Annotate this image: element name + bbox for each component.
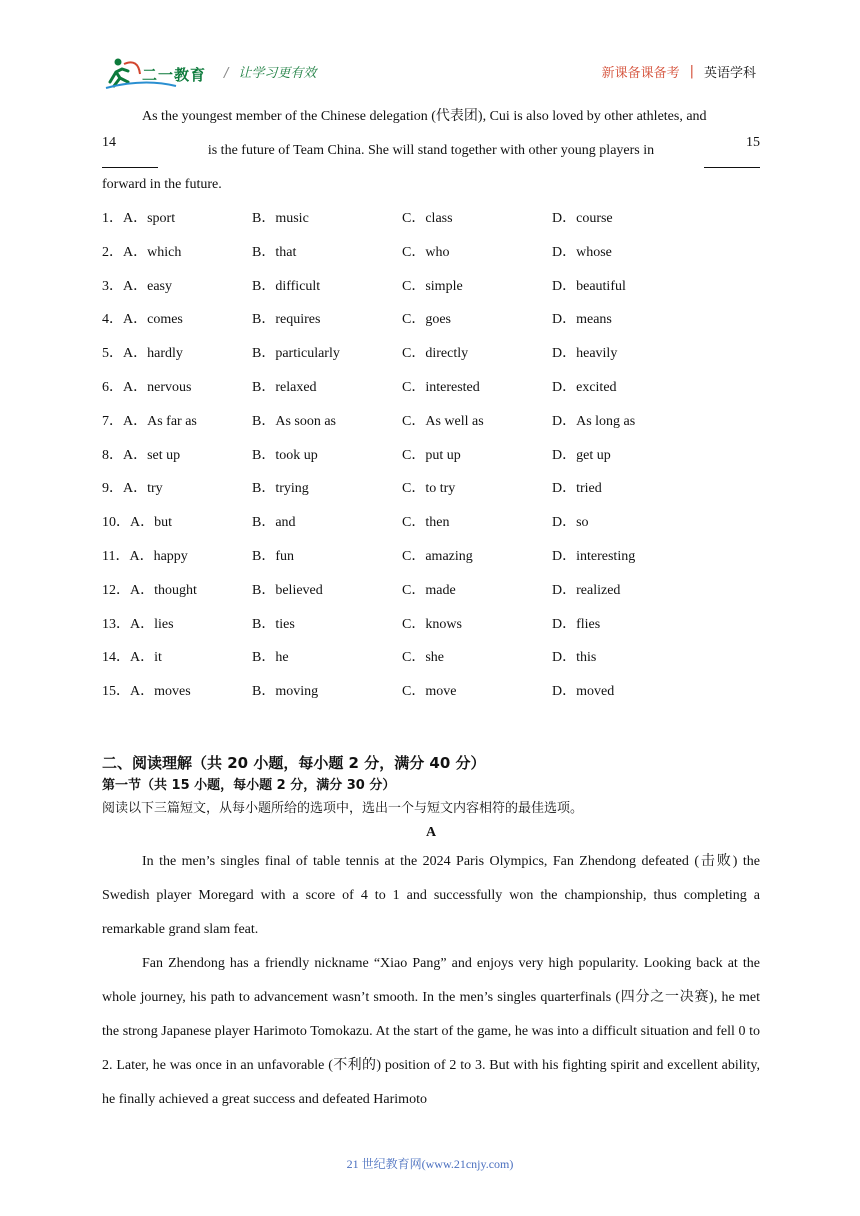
option-d: D．realized <box>552 582 621 598</box>
option-a: 6．A．nervous <box>102 379 192 395</box>
option-d: D．so <box>552 515 589 531</box>
header-right <box>602 62 756 81</box>
option-b: B．relaxed <box>252 379 317 395</box>
option-c: C．she <box>402 650 444 666</box>
option-c: C．class <box>402 211 453 226</box>
option-a: 3．A．easy <box>102 278 172 294</box>
question-row <box>102 506 760 540</box>
option-b: B．believed <box>252 582 323 598</box>
option-c: C．then <box>402 515 450 531</box>
option-a: 13．A．lies <box>102 616 174 632</box>
option-b: B．took up <box>252 447 318 463</box>
option-b: B．requires <box>252 312 321 328</box>
option-a: 9．A．try <box>102 481 163 497</box>
option-a: 5．A．hardly <box>102 346 183 362</box>
option-c: C．who <box>402 244 450 260</box>
option-a: 2．A．which <box>102 244 182 260</box>
option-d: D．moved <box>552 684 615 700</box>
option-d: D．excited <box>552 379 617 395</box>
section-instruction: 阅读以下三篇短文，从每小题所给的选项中，选出一个与短文内容相符的最佳选项。 <box>102 800 584 816</box>
option-d: D．this <box>552 650 597 666</box>
question-list <box>102 202 760 709</box>
option-b: B．particularly <box>252 346 340 362</box>
option-b: B．moving <box>252 684 319 700</box>
option-d: D．means <box>552 312 612 328</box>
option-c: C．directly <box>402 346 469 362</box>
header-separator: | <box>689 64 694 79</box>
option-c: C．amazing <box>402 548 473 564</box>
option-c: C．As well as <box>402 413 484 429</box>
option-a: 4．A．comes <box>102 312 183 328</box>
option-b: B．difficult <box>252 278 321 294</box>
passage-paragraph-1: In the men’s singles final of table tennis at the 2024 Paris Olympics, Fan Zhendong defeated (击败) the Swedish player Moregard with a score of 4 to 1 and successfully won the championship, thus completing a remarkable grand slam feat. <box>102 853 760 937</box>
option-d: D．flies <box>552 616 601 632</box>
option-b: B．that <box>252 244 297 260</box>
question-row <box>102 439 760 473</box>
option-b: B．music <box>252 211 309 226</box>
option-b: B．ties <box>252 616 295 632</box>
question-row <box>102 202 760 236</box>
header-course-label: 新课备课备考 <box>601 66 680 81</box>
option-b: B．fun <box>252 548 294 564</box>
question-row <box>102 675 760 709</box>
option-b: B．As soon as <box>252 413 337 429</box>
option-c: C．made <box>402 582 456 598</box>
question-row <box>102 472 760 506</box>
header-subject: 英语学科 <box>703 66 756 81</box>
section-title: 二、阅读理解（共 20 小题，每小题 2 分，满分 40 分） <box>102 753 486 772</box>
question-row <box>102 337 760 371</box>
intro-line-2-text: is the future of Team China. She will stand together with other young players in <box>207 143 655 158</box>
page-footer: 21 世纪教育网(www.21cnjy.com) <box>346 1157 514 1171</box>
option-d: D．As long as <box>552 413 636 429</box>
page-header <box>0 0 860 100</box>
option-d: D．get up <box>552 447 611 463</box>
intro-line-3: forward in the future. <box>102 177 222 192</box>
option-d: D．interesting <box>552 548 636 564</box>
option-a: 11．A．happy <box>102 548 188 564</box>
option-d: D．heavily <box>552 346 618 362</box>
intro-line-1: As the youngest member of the Chinese delegation (代表团), Cui is also loved by other athletes, and <box>142 109 707 124</box>
option-b: B．he <box>252 650 289 666</box>
question-row <box>102 540 760 574</box>
option-b: B．and <box>252 515 296 531</box>
passage-paragraph-2: Fan Zhendong has a friendly nickname “Xiao Pang” and enjoys very high popularity. Looking back at the whole journey, his path to advancement wasn’t smooth. In the men’s singles quarterfinals (四分之一决赛), he met the strong Japanese player Harimoto Tomokazu. At the start of the game, he was into a difficult situation and fell 0 to 2. Later, he was once in an unfavorable (不利的) position of 2 to 3. But with his fighting spirit and excellent ability, he finally achieved a great success and defeated Harimoto <box>102 955 760 1107</box>
blank-14: 14 <box>102 134 158 168</box>
option-b: B．trying <box>252 481 309 497</box>
logo-wordmark: 二一教育 <box>142 66 207 84</box>
cloze-passage-ending <box>102 100 760 202</box>
option-c: C．move <box>402 684 457 700</box>
section-subtitle: 第一节（共 15 小题，每小题 2 分，满分 30 分） <box>102 777 396 793</box>
option-c: C．interested <box>402 379 480 395</box>
option-c: C．simple <box>402 278 463 294</box>
question-row <box>102 303 760 337</box>
passage-label: A <box>425 824 437 840</box>
question-row <box>102 574 760 608</box>
option-a: 10．A．but <box>102 515 172 531</box>
slogan: / 让学习更有效 <box>224 66 317 81</box>
question-row <box>102 371 760 405</box>
option-c: C．knows <box>402 616 462 632</box>
option-a: 1．A．sport <box>102 211 176 226</box>
option-c: C．to try <box>402 481 456 497</box>
option-a: 7．A．As far as <box>102 413 197 429</box>
option-d: D．beautiful <box>552 278 626 294</box>
option-c: C．put up <box>402 447 461 463</box>
blank-15: 15 <box>704 134 760 168</box>
question-row <box>102 405 760 439</box>
option-d: D．whose <box>552 244 612 260</box>
option-d: D．tried <box>552 481 602 497</box>
question-row <box>102 270 760 304</box>
question-row <box>102 641 760 675</box>
question-row <box>102 236 760 270</box>
option-a: 15．A．moves <box>102 684 191 700</box>
option-a: 14．A．it <box>102 650 162 666</box>
option-a: 12．A．thought <box>102 582 197 598</box>
option-c: C．goes <box>402 312 451 328</box>
option-a: 8．A．set up <box>102 447 181 463</box>
question-row <box>102 608 760 642</box>
document-body <box>102 100 760 1117</box>
option-d: D．course <box>552 211 613 226</box>
intro-line-2 <box>102 134 760 168</box>
